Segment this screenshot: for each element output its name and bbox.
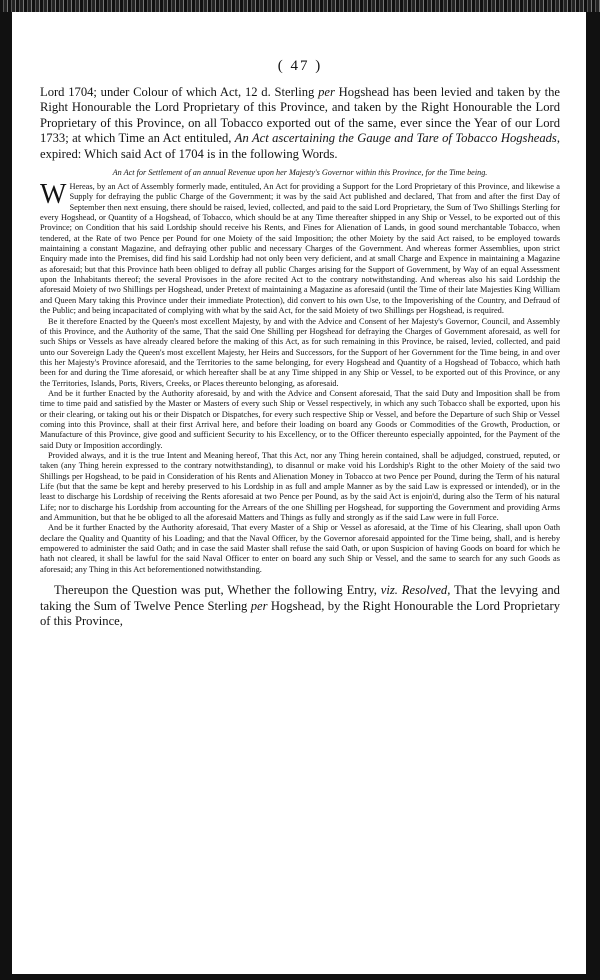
act-paragraph xyxy=(40,179,560,316)
closing-viz: viz. xyxy=(380,583,398,598)
intro-act-title: An Act ascertaining the Gauge and Tare of Tobacco Hogsheads xyxy=(234,131,557,146)
act-paragraph-text: Hereas, by an Act of Assembly formerly made, entituled, An Act for providing a Support for the Lord Proprietary of this Province, and likewise a Supply for defraying the public Charge of the Government; it was by the said Act published and declared, That from and after the first Day of September then next ensuing, there should be raised, levied, collected, and paid to the said Lord Proprietary, the Sum of Two Shillings Sterling for every Hogshead, or Quantity of a Hogshead, of Tobacco, which should be at any Time thereafter shipped in any Ship or Vessel, to be exported out of this Province; on Condition that his said Lordship should receive his Rents, and Fines for Alienation of Lands, in good sound merchantable Tobacco, when tendered, at the Rate of two Pence per Pound for one Moiety of the said Imposition; the other Moiety by the said Act raised, to be employed towards maintaining a constant Magazine, and defraying other public and necessary Charges of the Government. And whereas former Assemblies, upon strict Enquiry made into the Premises, did find his said Lordship had not only been very deficient, and at small Charge and Expence in maintaining a Magazine as aforesaid; but that this Province hath been obliged to defray all public Charges arising for the Support of Government, by Way of an equal Assessment upon the Inhabitants thereof; the several Provisoes in the afore recited Act to the contrary notwithstanding. And whereas also his said Lordship the aforesaid Moiety of two Shillings per Hogshead, under Pretext of maintaining a Magazine as aforesaid (until the Time of their late Majesties King William and Queen Mary taking this Province under their immediate Protection), did convert to his own Use, to the Impoverishing of the Country, and Defraud of the Public; and being incapacitated of complying with what by the said Act, for the said Moiety of two Shillings per Hogshead, is required. xyxy=(40,182,560,316)
closing-text-1: Thereupon the Question was put, Whether the following Entry, xyxy=(54,583,381,598)
act-paragraph xyxy=(40,523,560,575)
intro-text-1: Lord 1704; under Colour of which Act, 12 d. Sterling xyxy=(40,85,319,99)
act-paragraph-text: And be it further Enacted by the Authority aforesaid, by and with the Advice and Consent aforesaid, That the said Duty and Imposition shall be from time to time paid and satisfied by the Master or Masters of every such Ship or Vessel respectively, in which any such Tobacco shall be exported, upon his or their clearing, or taking out his or their Dispatch or Dispatches, for every such respective Ship or Vessel, and before the Departure of such Ship or Vessel coming into this Province, shall at their first Arrival here, and before their loading on board any Goods or Commodities of the Growth, Production, or Manufacture of this Province, give good and sufficient Security to his Excellency, or to the Officer thereunto especially appointed, for the Payment of the said Duty or Imposition accordingly. xyxy=(40,388,560,450)
intro-per: per xyxy=(318,85,335,99)
closing-text-3: Hogshead, by the Right Honourable the Lord Proprietary of this Province, xyxy=(40,598,560,629)
closing-text-2: That the levying and taking the Sum of Twelve Pence Sterling xyxy=(40,583,560,613)
act-paragraph xyxy=(40,317,560,389)
intro-text-3: , expired: Which said Act of 1704 is in the following Words. xyxy=(40,131,560,161)
dropcap: W xyxy=(40,179,67,211)
act-paragraph-text: And be it further Enacted by the Authority aforesaid, That every Master of a Ship or Vessel as aforesaid, at the Time of his Clearing, shall upon Oath declare the Quality and Quantity of his Loading; and that the Naval Officer, by the Governor aforesaid appointed for the Time being, shall, and is hereby empowered to administer the said Oath; and in case the said Master shall refuse the said Oath, or upon Suspicion of having Goods on board for which he hath not cleared, it shall be lawful for the said Naval Officer to enter on board any such Ship or Vessel, and the same to search for any such Goods as aforesaid; any Thing in this Act beforementioned notwithstanding. xyxy=(40,523,560,574)
document-page xyxy=(40,58,560,973)
act-body xyxy=(40,179,560,575)
closing-resolved: Resolved, xyxy=(401,583,451,598)
act-title: An Act for Settlement of an annual Revenue upon her Majesty's Governor within this Province, for the Time being. xyxy=(112,168,488,178)
act-paragraph-text: Provided always, and it is the true Intent and Meaning hereof, That this Act, nor any Thing herein contained, shall be adjudged, construed, reputed, or taken (any Thing herein expressed to the contrary notwithstanding), to disannul or make void his Lordship's Right to the other Moiety of the said two Shillings per Hogshead, to be paid in Consideration of his Rents and Alienation Money in Tobacco at two Pence per Pound, during the Term of his natural Life (but that the same be kept and hereby preserved to his Lordship in as full and ample Manner as by the said Law is expressed or intended), or in the least to discharge his Lordship of receiving the Rents aforesaid at two Pence per Pound, as by the said Act is enjoin'd, during also the Term of his natural Life; nor to discharge his Lordship from accounting for the Arrears of the one Shilling per Hogshead, for supporting the Government and providing Arms and Ammunition, but that he be obliged to all the aforesaid Matters and Things as fully and strongly as if the said Law were in full Force. xyxy=(40,450,560,523)
intro-paragraph xyxy=(40,85,560,162)
intro-text-2: Hogshead has been levied and taken by the Right Honourable the Lord Proprietary of this Province, and taken by the Right Honourable the Lord Proprietary of this Province, on all Tobacco exported out of the same, ever since the Year of our Lord 1733; at which Time an Act entituled, xyxy=(40,85,560,146)
closing-per: per xyxy=(250,598,268,613)
act-paragraph xyxy=(40,451,560,523)
act-paragraph xyxy=(40,389,560,451)
act-paragraph-text: Be it therefore Enacted by the Queen's most excellent Majesty, by and with the Advice and Consent of her Majesty's Governor, Council, and Assembly of this Province, and the Authority of the same, That the said One Shilling per Hogshead for defraying the Charges of Government aforesaid, as well for such Ships or Vessels as have already cleared before the making of this Act, as for such remaining in this Province, be raised, levied, collected, and paid unto our Sovereign Lady the Queen's most excellent Majesty, her Heirs and Successors, for the Support of her Government for the Time being, in and over this her Majesty's Province aforesaid, and the Territories to the same belonging, for every Hogshead and Quantity of a Hogshead of Tobacco, which hath been for and during the Time aforesaid, or which hereafter shall be at any Time shipped in any Ship or Vessel, to be exported out of this Province, or any the Territories, Islands, Ports, Rivers, Creeks, or Places thereunto belonging, as aforesaid. xyxy=(40,316,560,388)
page-number: ( 47 ) xyxy=(277,58,323,74)
closing-paragraph xyxy=(40,583,560,630)
